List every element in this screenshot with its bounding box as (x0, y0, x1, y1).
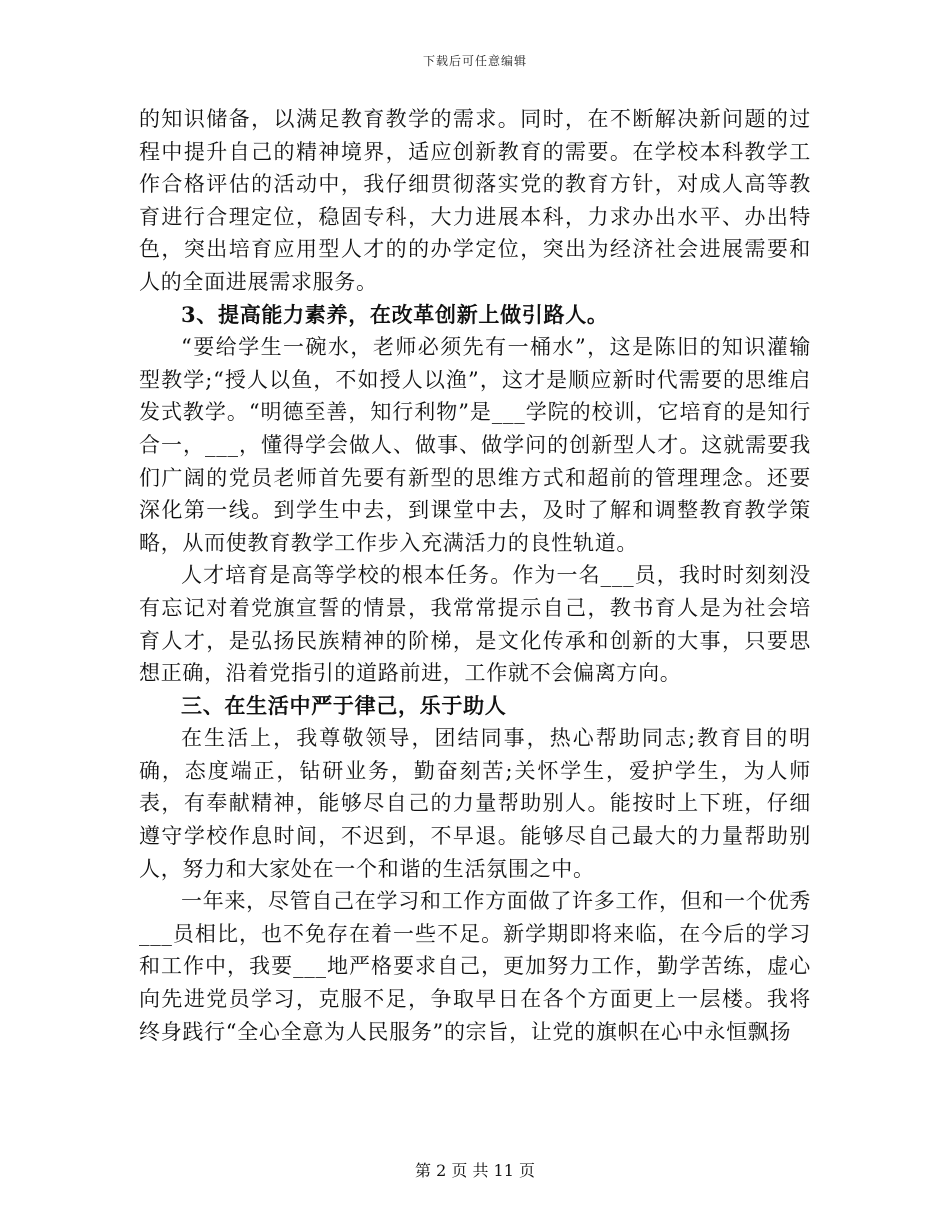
paragraph-talent-cultivation: 人才培育是高等学校的根本任务。作为一名___员，我时时刻刻没有忘记对着党旗宣誓的情景，我常常提示自己，教书育人是为社会培育人才，是弘扬民族精神的阶梯，是文化传承和创新的大事，只要思想正确，沿着党指引的道路前进，工作就不会偏离方向。 (139, 563, 811, 686)
document-body (139, 103, 811, 1048)
page-number: 第 2 页 共 11 页 (415, 1161, 535, 1180)
paragraph-teaching-method: “要给学生一碗水，老师必须先有一桶水”，这是陈旧的知识灌输型教学;“授人以鱼，不如授人以渔”，这才是顺应新时代需要的思维启发式教学。“明德至善，知行利物”是___学院的校训，它培育的是知行合一，___，懂得学会做人、做事、做学问的创新型人才。这就需要我们广阔的党员老师首先要有新型的思维方式和超前的管理理念。还要深化第一线。到学生中去，到课堂中去，及时了解和调整教育教学策略，从而使教育教学工作步入充满活力的良性轨道。 (139, 335, 811, 555)
section-heading-life: 三、在生活中严于律己，乐于助人 (181, 692, 507, 718)
page-header: 下载后可任意编辑 (422, 54, 527, 68)
section-heading-ability: 3、提高能力素养，在改革创新上做引路人。 (181, 301, 609, 327)
paragraph-year-summary: 一年来，尽管自己在学习和工作方面做了许多工作，但和一个优秀___员相比，也不免存在着一些不足。新学期即将来临，在今后的学习和工作中，我要___地严格要求自己，更加努力工作，勤学苦练，虚心向先进党员学习，克服不足，争取早日在各个方面更上一层楼。我将终身践行“全心全意为人民服务”的宗旨，让党的旗帜在心中永恒飘扬 (139, 889, 811, 1044)
paragraph-life-conduct: 在生活上，我尊敬领导，团结同事，热心帮助同志;教育目的明确，态度端正，钻研业务，勤奋刻苦;关怀学生，爱护学生，为人师表，有奉献精神，能够尽自己的力量帮助别人。能按时上下班，仔细遵守学校作息时间，不迟到，不早退。能够尽自己最大的力量帮助别人，努力和大家处在一个和谐的生活氛围之中。 (139, 726, 811, 881)
paragraph-knowledge-reserve: 的知识储备，以满足教育教学的需求。同时，在不断解决新问题的过程中提升自己的精神境界，适应创新教育的需要。在学校本科教学工作合格评估的活动中，我仔细贯彻落实党的教育方针，对成人高等教育进行合理定位，稳固专科，大力进展本科，力求办出水平、办出特色，突出培育应用型人才的的办学定位，突出为经济社会进展需要和人的全面进展需求服务。 (139, 107, 811, 294)
